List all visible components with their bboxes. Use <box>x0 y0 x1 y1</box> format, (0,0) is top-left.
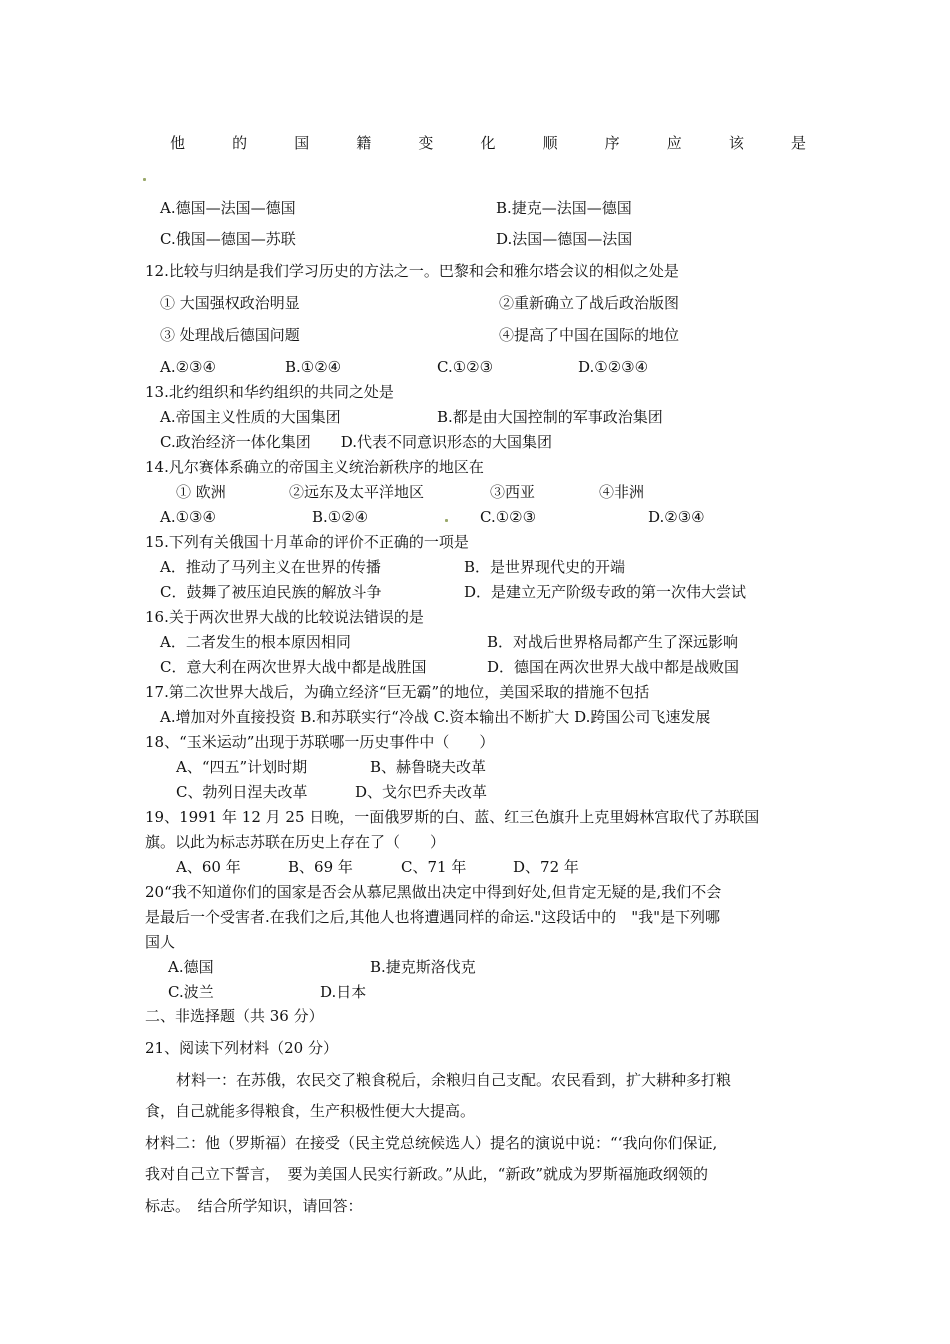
q21-material2-line3: 标志。 结合所学知识，请回答： <box>145 1197 363 1215</box>
scan-speck <box>445 519 448 522</box>
stem-char: 化 <box>480 134 496 152</box>
q12-item-4: ④提高了中国在国际的地位 <box>499 326 680 344</box>
q20-option-a: A.德国 <box>168 958 214 976</box>
q14-option-c: C.①②③ <box>480 508 537 526</box>
q20-stem-line1: 20“我不知道你们的国家是否会从慕尼黑做出决定中得到好处,但肯定无疑的是,我们不会 <box>145 883 722 901</box>
q13-option-b: B.都是由大国控制的军事政治集团 <box>437 408 663 426</box>
q20-option-c: C.波兰 <box>168 983 214 1001</box>
q16-option-c: C．意大利在两次世界大战中都是战胜国 <box>160 658 427 676</box>
stem-char: 该 <box>728 134 744 152</box>
q18-option-a: A、“四五”计划时期 <box>176 758 308 776</box>
stem-char: 他 <box>170 134 186 152</box>
q14-item-2: ②远东及太平洋地区 <box>289 483 425 501</box>
q17-options: A.增加对外直接投资 B.和苏联实行“冷战 C.资本输出不断扩大 D.跨国公司飞速发展 <box>160 708 711 726</box>
q14-option-d: D.②③④ <box>648 508 705 526</box>
q19-option-a: A、60 年 <box>176 858 241 876</box>
q15-option-c: C．鼓舞了被压迫民族的解放斗争 <box>160 583 382 601</box>
stem-char: 是 <box>790 134 806 152</box>
q11-option-d: D.法国—德国—法国 <box>496 230 633 248</box>
q16-option-b: B．对战后世界格局都产生了深远影响 <box>487 633 739 651</box>
q14-option-a: A.①③④ <box>160 508 216 526</box>
q12-option-c: C.①②③ <box>437 358 494 376</box>
q19-stem-line1: 19、1991 年 12 月 25 日晚，一面俄罗斯的白、蓝、红三色旗升上克里姆林宫取代了苏联国 <box>145 808 760 826</box>
q12-item-1: ① 大国强权政治明显 <box>160 294 300 312</box>
q18-option-c: C、勃列日涅夫改革 <box>176 783 308 801</box>
q14-item-3: ③西亚 <box>490 483 536 501</box>
q16-option-d: D．德国在两次世界大战中都是战败国 <box>487 658 740 676</box>
q13-option-a: A.帝国主义性质的大国集团 <box>160 408 341 426</box>
q20-stem-line2: 是最后一个受害者.在我们之后,其他人也将遭遇同样的命运."这段话中的 "我"是下列哪 <box>145 908 721 926</box>
stem-char: 国 <box>294 134 310 152</box>
q18-stem: 18、“玉米运动”出现于苏联哪一历史事件中（ ） <box>145 733 495 751</box>
q15-option-a: A．推动了马列主义在世界的传播 <box>160 558 381 576</box>
q14-item-1: ① 欧洲 <box>176 483 226 501</box>
stem-char: 变 <box>418 134 434 152</box>
q20-option-b: B.捷克斯洛伐克 <box>370 958 476 976</box>
q12-stem: 12.比较与归纳是我们学习历史的方法之一。巴黎和会和雅尔塔会议的相似之处是 <box>145 262 679 280</box>
q17-stem: 17.第二次世界大战后，为确立经济“巨无霸”的地位，美国采取的措施不包括 <box>145 683 650 701</box>
q21-material1-line2: 食，自己就能多得粮食，生产积极性便大大提高。 <box>145 1102 476 1120</box>
q11-stem-tail <box>170 133 806 153</box>
q14-option-b: B.①②④ <box>312 508 369 526</box>
q21-material2-line2: 我对自己立下誓言， 要为美国人民实行新政。”从此，“新政”就成为罗斯福施政纲领的 <box>145 1165 709 1183</box>
q16-stem: 16.关于两次世界大战的比较说法错误的是 <box>145 608 424 626</box>
q15-option-b: B．是世界现代史的开端 <box>464 558 626 576</box>
q12-item-2: ②重新确立了战后政治版图 <box>499 294 680 312</box>
q13-stem: 13.北约组织和华约组织的共同之处是 <box>145 383 394 401</box>
q13-options-cd: C.政治经济一体化集团 D.代表不同意识形态的大国集团 <box>160 433 552 451</box>
q12-option-b: B.①②④ <box>285 358 342 376</box>
q21-material1-line1: 材料一：在苏俄，农民交了粮食税后，余粮归自己支配。农民看到，扩大耕种多打粮 <box>176 1071 732 1089</box>
stem-char: 序 <box>604 134 620 152</box>
q12-item-3: ③ 处理战后德国问题 <box>160 326 300 344</box>
q14-item-4: ④非洲 <box>599 483 645 501</box>
q12-option-d: D.①②③④ <box>578 358 649 376</box>
scan-speck <box>143 178 146 181</box>
q19-option-b: B、69 年 <box>288 858 353 876</box>
q21-material2-line1: 材料二：他（罗斯福）在接受（民主党总统候选人）提名的演说中说：“‘我向你们保证, <box>145 1134 718 1152</box>
q11-option-b: B.捷克—法国—德国 <box>496 199 632 217</box>
q20-stem-line3: 国人 <box>145 933 176 951</box>
q15-option-d: D．是建立无产阶级专政的第一次伟大尝试 <box>464 583 747 601</box>
q20-option-d: D.日本 <box>320 983 367 1001</box>
q15-stem: 15.下列有关俄国十月革命的评价不正确的一项是 <box>145 533 469 551</box>
q18-option-d: D、戈尔巴乔夫改革 <box>355 783 488 801</box>
stem-char: 籍 <box>356 134 372 152</box>
stem-char: 的 <box>232 134 248 152</box>
q18-option-b: B、赫鲁晓夫改革 <box>370 758 487 776</box>
q21-stem: 21、阅读下列材料（20 分） <box>145 1039 338 1057</box>
q19-option-d: D、72 年 <box>513 858 579 876</box>
q14-stem: 14.凡尔赛体系确立的帝国主义统治新秩序的地区在 <box>145 458 484 476</box>
q11-option-c: C.俄国—德国—苏联 <box>160 230 296 248</box>
section-heading: 二、非选择题（共 36 分） <box>145 1007 324 1025</box>
q11-option-a: A.德国—法国—德国 <box>160 199 296 217</box>
q16-option-a: A．二者发生的根本原因相同 <box>160 633 351 651</box>
stem-char: 顺 <box>542 134 558 152</box>
stem-char: 应 <box>666 134 682 152</box>
q12-option-a: A.②③④ <box>160 358 216 376</box>
q19-stem-line2: 旗。以此为标志苏联在历史上存在了（ ） <box>145 833 446 851</box>
q19-option-c: C、71 年 <box>401 858 467 876</box>
